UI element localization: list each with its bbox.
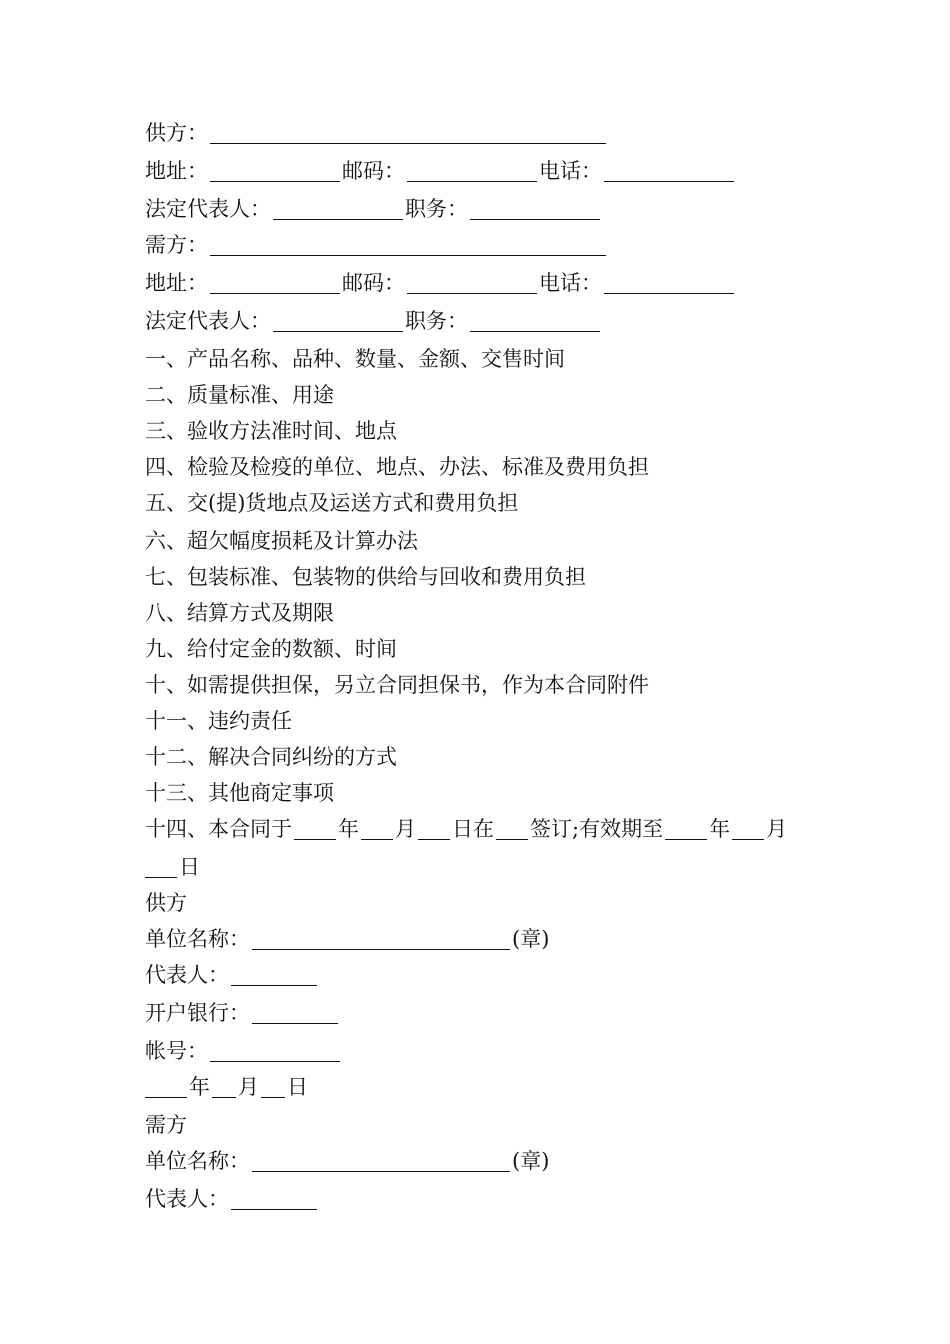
unit-name-label: 单位名称： — [145, 1149, 250, 1173]
buyer-representative-line — [145, 1184, 319, 1214]
account-label: 帐号： — [145, 1039, 208, 1063]
seal-label: (章) — [512, 1149, 550, 1173]
valid-year-blank[interactable] — [665, 817, 707, 840]
supplier-line — [145, 118, 608, 148]
clause-1: 一、产品名称、品种、数量、金额、交售时间 — [145, 347, 565, 371]
valid-day-blank[interactable] — [145, 855, 177, 878]
month-label: 月 — [238, 1075, 259, 1099]
year-label: 年 — [189, 1075, 210, 1099]
legal-rep-label: 法定代表人： — [145, 309, 271, 333]
clause-9: 九、给付定金的数额、时间 — [145, 637, 397, 661]
position-blank[interactable] — [470, 309, 600, 332]
supplier-account-line — [145, 1036, 342, 1066]
clause-6: 六、超欠幅度损耗及计算办法 — [145, 529, 418, 553]
clause-7: 七、包装标准、包装物的供给与回收和费用负担 — [145, 565, 586, 589]
supplier-address-line — [145, 156, 736, 186]
representative-label: 代表人： — [145, 963, 229, 987]
unit-name-blank[interactable] — [252, 1149, 510, 1172]
year-label: 年 — [709, 817, 731, 841]
sign-year-blank[interactable] — [294, 817, 336, 840]
legal-rep-blank[interactable] — [273, 309, 403, 332]
sign-day-blank[interactable] — [418, 817, 450, 840]
valid-month-blank[interactable] — [732, 817, 764, 840]
legal-rep-blank[interactable] — [273, 197, 403, 220]
position-blank[interactable] — [470, 197, 600, 220]
bank-blank[interactable] — [252, 1001, 338, 1024]
sign-month-blank[interactable] — [361, 817, 393, 840]
address-label: 地址： — [145, 159, 208, 183]
buyer-address-line — [145, 268, 736, 298]
account-blank[interactable] — [210, 1039, 340, 1062]
bank-label: 开户银行： — [145, 1001, 250, 1025]
postcode-label: 邮码： — [342, 271, 405, 295]
clause-10: 十、如需提供担保，另立合同担保书，作为本合同附件 — [145, 673, 649, 697]
day-label: 日 — [287, 1075, 308, 1099]
clause-13: 十三、其他商定事项 — [145, 781, 334, 805]
unit-name-blank[interactable] — [252, 927, 510, 950]
clause-2: 二、质量标准、用途 — [145, 383, 334, 407]
postcode-label: 邮码： — [342, 159, 405, 183]
buyer-blank[interactable] — [210, 233, 606, 256]
position-label: 职务： — [405, 309, 468, 333]
supplier-unit-name-line — [145, 924, 549, 954]
buyer-signature-heading: 需方 — [145, 1113, 187, 1137]
date-month-blank[interactable] — [212, 1075, 236, 1098]
representative-blank[interactable] — [231, 963, 317, 986]
clause-5: 五、交(提)货地点及运送方式和费用负担 — [145, 491, 519, 515]
phone-blank[interactable] — [604, 271, 734, 294]
buyer-unit-name-line — [145, 1146, 549, 1176]
date-year-blank[interactable] — [145, 1075, 187, 1098]
supplier-representative-line — [145, 960, 319, 990]
supplier-bank-line — [145, 998, 340, 1028]
legal-rep-label: 法定代表人： — [145, 197, 271, 221]
supplier-date-line — [145, 1072, 308, 1102]
supplier-label: 供方： — [145, 121, 208, 145]
phone-label: 电话： — [539, 271, 602, 295]
seal-label: (章) — [512, 927, 550, 951]
clause-14-continued — [145, 852, 200, 882]
address-blank[interactable] — [210, 159, 340, 182]
representative-label: 代表人： — [145, 1187, 229, 1211]
address-blank[interactable] — [210, 271, 340, 294]
buyer-legal-rep-line — [145, 306, 602, 336]
supplier-blank[interactable] — [210, 121, 606, 144]
clause-12: 十二、解决合同纠纷的方式 — [145, 745, 397, 769]
phone-blank[interactable] — [604, 159, 734, 182]
unit-name-label: 单位名称： — [145, 927, 250, 951]
postcode-blank[interactable] — [407, 159, 537, 182]
month-label: 月 — [395, 817, 416, 841]
representative-blank[interactable] — [231, 1187, 317, 1210]
clause-14 — [145, 814, 787, 844]
postcode-blank[interactable] — [407, 271, 537, 294]
clause-4: 四、检验及检疫的单位、地点、办法、标准及费用负担 — [145, 455, 649, 479]
clause-11: 十一、违约责任 — [145, 709, 292, 733]
day-label: 日 — [179, 855, 200, 879]
position-label: 职务： — [405, 197, 468, 221]
supplier-legal-rep-line — [145, 194, 602, 224]
date-day-blank[interactable] — [261, 1075, 285, 1098]
address-label: 地址： — [145, 271, 208, 295]
sign-place-blank[interactable] — [496, 817, 528, 840]
clause-14-prefix: 十四、本合同于 — [145, 817, 292, 841]
year-label: 年 — [338, 817, 359, 841]
signed-label: 签订;有效期至 — [530, 817, 664, 841]
clause-3: 三、验收方法准时间、地点 — [145, 419, 397, 443]
clause-8: 八、结算方式及期限 — [145, 601, 334, 625]
phone-label: 电话： — [539, 159, 602, 183]
month-label: 月 — [766, 817, 788, 841]
day-at-label: 日在 — [452, 817, 494, 841]
buyer-label: 需方： — [145, 233, 208, 257]
supplier-signature-heading: 供方 — [145, 891, 187, 915]
buyer-line — [145, 230, 608, 260]
